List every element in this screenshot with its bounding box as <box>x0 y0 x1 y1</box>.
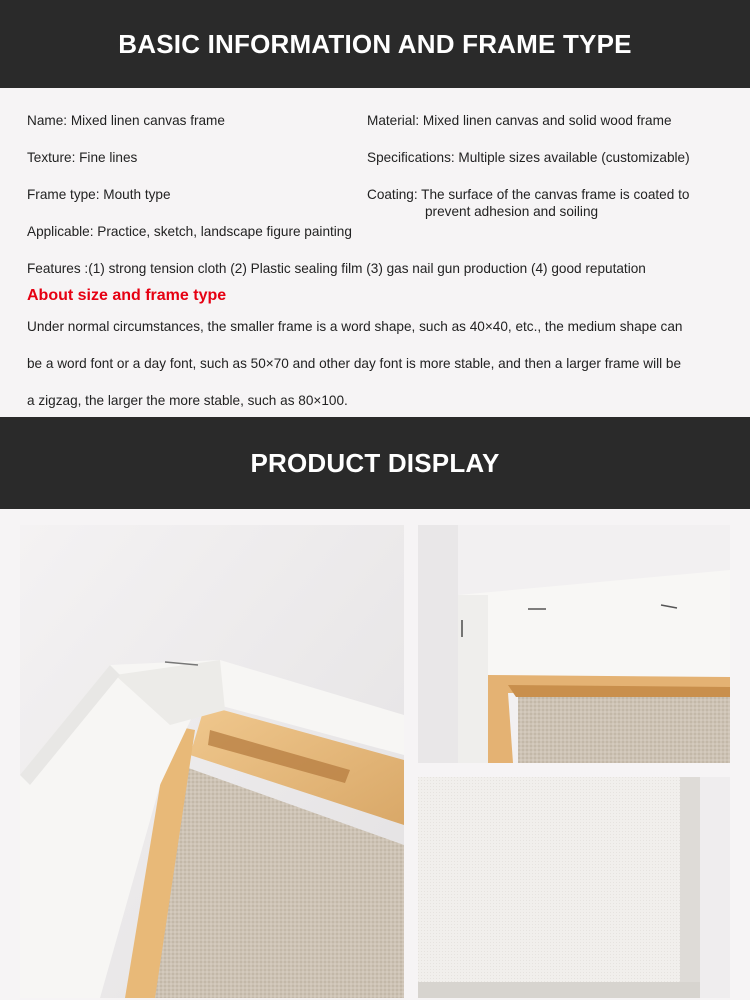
info-material: Material: Mixed linen canvas and solid wood frame <box>367 113 672 128</box>
section-title: BASIC INFORMATION AND FRAME TYPE <box>118 28 632 59</box>
info-applicable: Applicable: Practice, sketch, landscape figure painting <box>27 224 352 239</box>
info-coating-line2: prevent adhesion and soiling <box>425 204 599 219</box>
info-name: Name: Mixed linen canvas frame <box>27 113 225 128</box>
info-texture: Texture: Fine lines <box>27 150 138 165</box>
size-text-line1: Under normal circumstances, the smaller frame is a word shape, such as 40×40, etc., the medium shape can <box>27 319 683 334</box>
size-text-line3: a zigzag, the larger the more stable, such as 80×100. <box>27 393 348 408</box>
info-features: Features :(1) strong tension cloth (2) Plastic sealing film (3) gas nail gun production (4) good reputation <box>27 261 646 276</box>
size-section-heading: About size and frame type <box>27 287 227 304</box>
info-frame-type: Frame type: Mouth type <box>27 187 171 202</box>
section-title-display: PRODUCT DISPLAY <box>250 447 500 478</box>
section-banner-basic-info <box>0 0 750 88</box>
product-photo-staples <box>418 525 730 763</box>
info-section <box>0 88 750 417</box>
product-photo-canvas-front <box>418 777 730 998</box>
section-banner-product-display <box>0 417 750 509</box>
info-specifications: Specifications: Multiple sizes available (customizable) <box>367 150 690 165</box>
size-text-line2: be a word font or a day font, such as 50×70 and other day font is more stable, and then a larger frame will be <box>27 356 682 371</box>
product-photo-corner <box>20 525 404 998</box>
info-coating-line1: Coating: The surface of the canvas frame is coated to <box>367 187 690 202</box>
product-photo-gallery <box>0 509 750 1000</box>
